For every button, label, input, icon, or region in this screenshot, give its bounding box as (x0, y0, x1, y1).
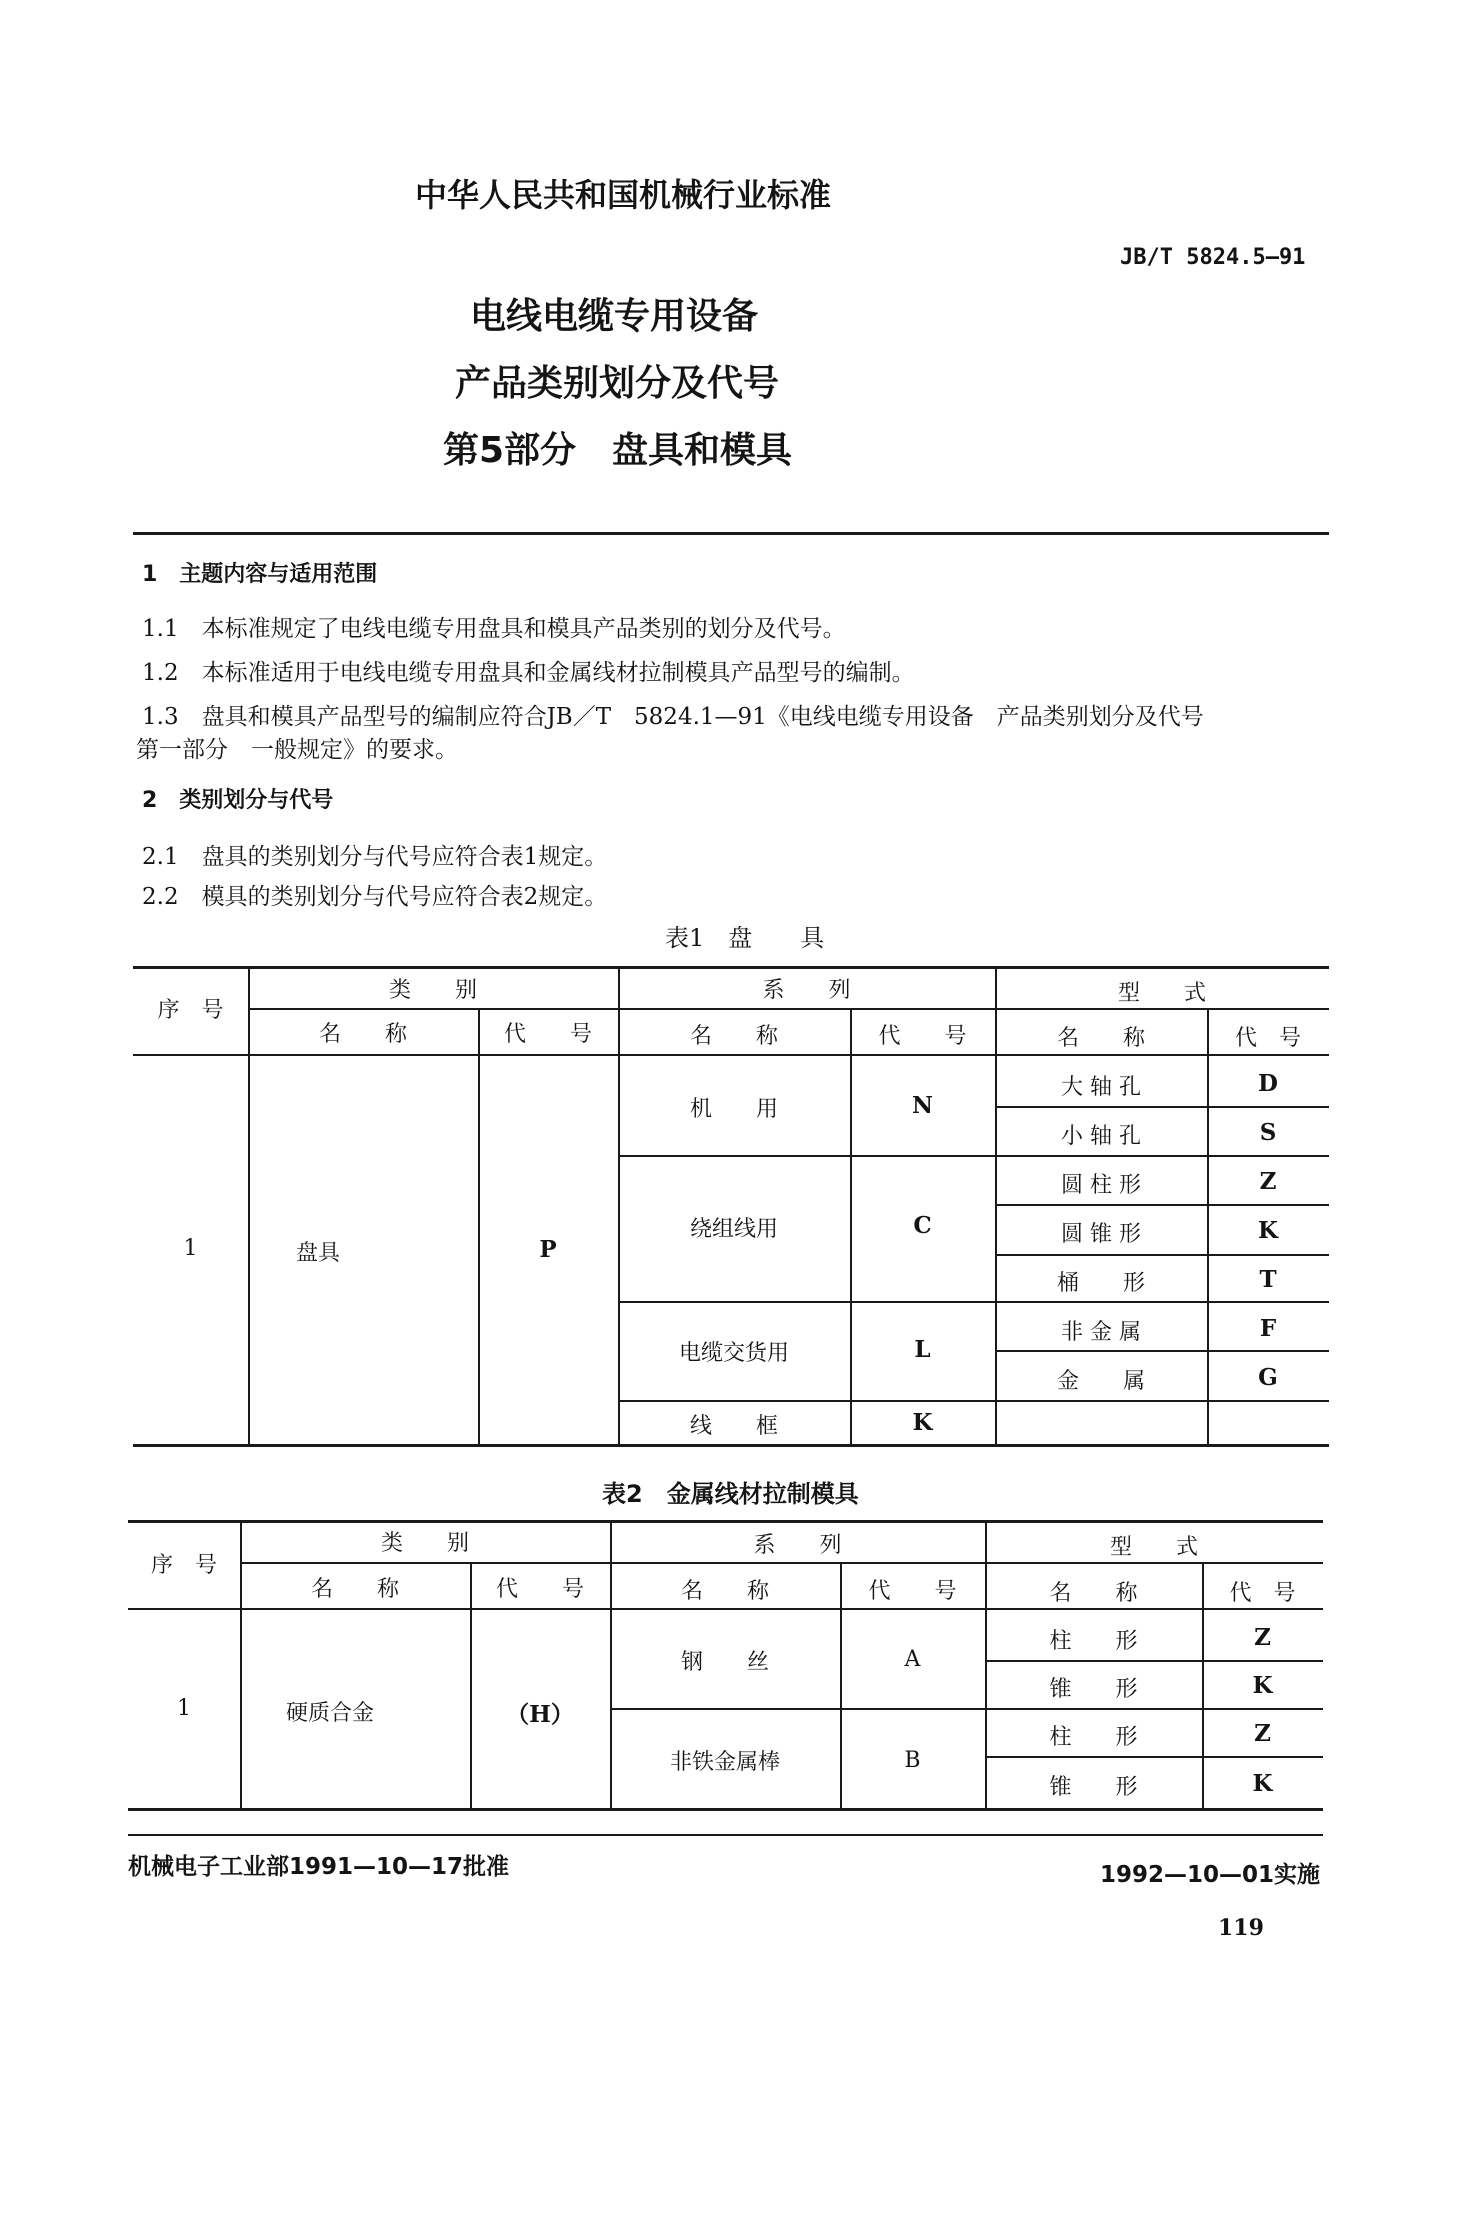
t1-model-code-3: Z (1259, 1168, 1277, 1195)
t2-row-seq: 1 (177, 1696, 191, 1721)
t1-model-name-6: 非 金 属 (1061, 1320, 1141, 1345)
t1-cat-code: P (539, 1236, 557, 1263)
table1-caption: 表1 盘 具 (665, 924, 825, 952)
t1-series-code-1: N (911, 1092, 934, 1119)
t2-vline-series (985, 1520, 987, 1808)
t1-header-model-name: 名 称 (1056, 1026, 1145, 1051)
t2-series-name-2: 非铁金属棒 (669, 1750, 780, 1775)
t2-top-rule (128, 1520, 1323, 1523)
t1-vline-catname (478, 1008, 480, 1444)
section-1-heading: 1 主题内容与适用范围 (142, 562, 378, 587)
t2-header-seq: 序 号 (150, 1553, 217, 1578)
t2-cat-code: （H） (506, 1701, 574, 1728)
standard-org-title: 中华人民共和国机械行业标准 (415, 176, 832, 214)
t2-header-cat-name: 名 称 (310, 1577, 399, 1602)
clause-1-3: 1.3 盘具和模具产品型号的编制应符合JB／T 5824.1—91《电线电缆专用设备 产品类别划分及代号 (142, 704, 1204, 730)
t2-model-name-4: 锥 形 (1049, 1775, 1138, 1800)
page-number: 119 (1218, 1915, 1264, 1941)
t1-header-cat-name: 名 称 (318, 1022, 407, 1047)
t2-model-code-4: K (1252, 1770, 1273, 1797)
t1-model-sep-3 (995, 1254, 1329, 1256)
table2-caption: 表2 金属线材拉制模具 (602, 1480, 859, 1508)
t2-header-model: 型 式 (1109, 1535, 1198, 1560)
t1-cat-name: 盘具 (295, 1241, 340, 1266)
t2-model-name-3: 柱 形 (1049, 1725, 1138, 1750)
t1-series-name-2: 绕组线用 (689, 1217, 778, 1242)
t1-row-seq: 1 (183, 1236, 198, 1261)
t2-model-sep-1 (985, 1660, 1323, 1662)
t1-model-name-1: 大 轴 孔 (1061, 1075, 1141, 1100)
t2-model-code-1: Z (1254, 1624, 1271, 1651)
t2-header-series: 系 列 (753, 1533, 842, 1558)
t1-model-code-5: T (1259, 1266, 1277, 1293)
t1-header-cat-code: 代 号 (503, 1022, 592, 1047)
t1-header-model: 型 式 (1117, 981, 1206, 1006)
clause-2-2: 2.2 模具的类别划分与代号应符合表2规定。 (142, 884, 608, 910)
t1-header-series-code: 代 号 (878, 1024, 967, 1049)
t1-model-code-7: G (1258, 1364, 1278, 1391)
t2-model-sep-2 (985, 1756, 1323, 1758)
t1-model-name-2: 小 轴 孔 (1061, 1124, 1141, 1149)
t1-header-series-name: 名 称 (689, 1024, 778, 1049)
doc-title-line1: 电线电缆专用设备 (470, 296, 759, 337)
t1-header-bottom-rule (133, 1054, 1329, 1056)
t1-model-code-2: S (1259, 1119, 1277, 1146)
title-rule (133, 532, 1329, 535)
t1-series-code-4: K (912, 1409, 933, 1436)
section-2-heading: 2 类别划分与代号 (142, 788, 334, 813)
t2-header-series-code: 代 号 (868, 1579, 957, 1604)
t1-model-name-5: 桶 形 (1056, 1271, 1145, 1296)
t1-bottom-rule (133, 1444, 1329, 1447)
t2-header-cat-code: 代 号 (495, 1577, 584, 1602)
t2-series-code-2: B (904, 1748, 921, 1773)
t1-model-code-4: K (1258, 1217, 1278, 1244)
t1-header-seq: 序 号 (157, 998, 224, 1023)
t1-model-code-1: D (1258, 1070, 1278, 1097)
t1-series-sep-1 (618, 1155, 1329, 1157)
t1-model-sep-1 (995, 1106, 1329, 1108)
t1-series-name-4: 线 框 (689, 1414, 778, 1439)
t1-model-code-6: F (1259, 1315, 1277, 1342)
t2-model-name-2: 锥 形 (1049, 1677, 1138, 1702)
t1-series-code-3: L (914, 1336, 931, 1363)
clause-1-3-cont: 第一部分 一般规定》的要求。 (136, 737, 458, 763)
t1-top-rule (133, 966, 1329, 969)
t1-header-model-code: 代 号 (1234, 1026, 1301, 1051)
t2-model-code-3: Z (1254, 1720, 1271, 1747)
footer-effective: 1992—10—01实施 (1100, 1862, 1321, 1888)
t1-model-sep-4 (995, 1350, 1329, 1352)
t1-header-mid-rule (248, 1008, 1329, 1010)
t2-series-name-1: 钢 丝 (680, 1650, 769, 1675)
t1-model-name-7: 金 属 (1056, 1369, 1145, 1394)
t2-bottom-rule (128, 1808, 1323, 1811)
t2-vline-seq (240, 1520, 242, 1808)
t1-series-sep-3 (618, 1400, 1329, 1402)
t1-series-sep-2 (618, 1301, 1329, 1303)
t2-footer-rule (128, 1834, 1323, 1836)
clause-1-2: 1.2 本标准适用于电线电缆专用盘具和金属线材拉制模具产品型号的编制。 (142, 660, 915, 686)
t1-series-code-2: C (913, 1212, 932, 1239)
t2-header-series-name: 名 称 (680, 1579, 769, 1604)
t2-model-code-2: K (1252, 1672, 1273, 1699)
doc-title-line3: 第5部分 盘具和模具 (443, 430, 793, 471)
footer-approved: 机械电子工业部1991—10—17批准 (128, 1854, 510, 1880)
t2-header-category: 类 别 (380, 1531, 469, 1556)
t1-header-series: 系 列 (762, 978, 851, 1003)
t2-header-model-name: 名 称 (1049, 1581, 1138, 1606)
clause-2-1: 2.1 盘具的类别划分与代号应符合表1规定。 (142, 844, 608, 870)
t2-header-model-code: 代 号 (1229, 1581, 1296, 1606)
t2-header-bottom-rule (128, 1608, 1323, 1610)
t1-series-name-3: 电缆交货用 (678, 1341, 789, 1366)
standard-code: JB/T 5824.5—91 (1120, 245, 1306, 270)
t2-cat-name: 硬质合金 (285, 1701, 374, 1726)
t1-model-sep-2 (995, 1204, 1329, 1206)
t2-header-mid-rule (240, 1562, 1323, 1564)
t2-series-code-1: A (904, 1647, 921, 1672)
t2-model-name-1: 柱 形 (1049, 1629, 1138, 1654)
t1-series-name-1: 机 用 (689, 1097, 778, 1122)
t1-header-category: 类 别 (388, 978, 477, 1003)
t1-model-name-3: 圆 柱 形 (1061, 1173, 1141, 1198)
doc-title-line2: 产品类别划分及代号 (455, 363, 780, 404)
t2-series-sep-1 (610, 1708, 1323, 1710)
clause-1-1: 1.1 本标准规定了电线电缆专用盘具和模具产品类别的划分及代号。 (142, 616, 846, 642)
t1-model-name-4: 圆 锥 形 (1061, 1222, 1141, 1247)
